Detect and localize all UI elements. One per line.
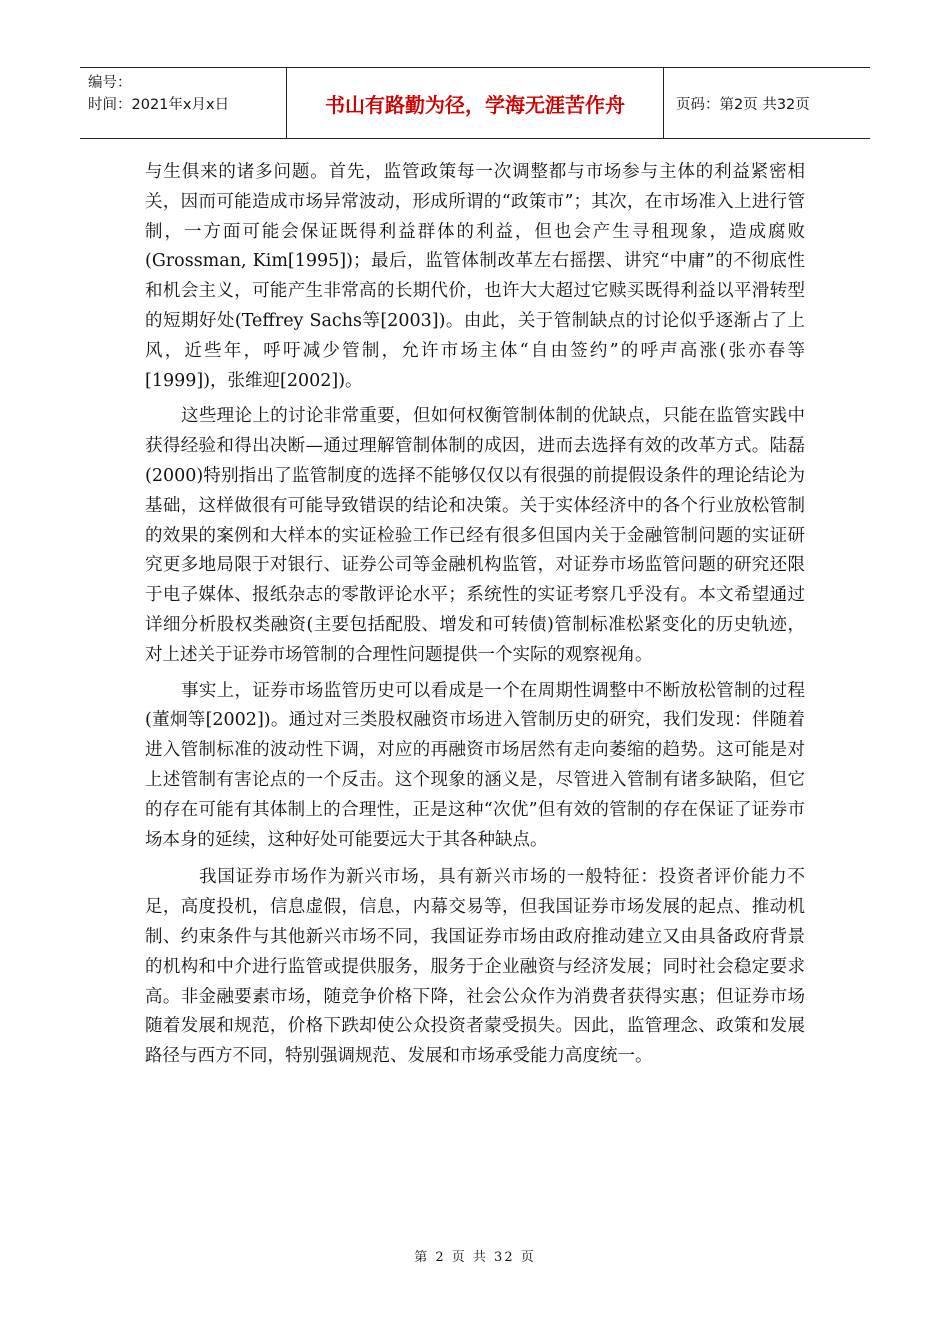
document-number-label: 编号： — [88, 75, 132, 91]
page-header — [80, 67, 870, 139]
paragraph-2: 这些理论上的讨论非常重要，但如何权衡管制体制的优缺点，只能在监管实践中获得经验和得出决断—通过理解管制体制的成因，进而去选择有效的改革方式。陆磊(2000)特别指出了监管制度的选择不能够仅仅以有很强的前提假设条件的理论结论为基础，这样做很有可能导致错误的结论和决策。关于实体经济中的各个行业放松管制的效果的案例和大样本的实证检验工作已经有很多但国内关于金融管制问题的实证研究更多地局限于对银行、证券公司等金融机构监管，对证券市场监管问题的研究还限于电子媒体、报纸杂志的零散评论水平；系统性的实证考察几乎没有。本文希望通过详细分析股权类融资(主要包括配股、增发和可转债)管制标准松紧变化的历史轨迹，对上述关于证券市场管制的合理性问题提供一个实际的观察视角。 — [145, 406, 805, 665]
header-meta — [80, 68, 286, 138]
paragraph-1: 与生俱来的诸多问题。首先，监管政策每一次调整都与市场参与主体的利益紧密相关，因而可能造成市场异常波动，形成所谓的“政策市”；其次，在市场准入上进行管制，一方面可能会保证既得利益群体的利益，但也会产生寻租现象，造成腐败(Grossman, Kim[1995])；最后，监管体制改革左右摇摆、讲究“中庸”的不彻底性和机会主义，可能产生非常高的长期代价，也许大大超过它赎买既得利益以平滑转型的短期好处(Teffrey Sachs等[2003])。由此，关于管制缺点的讨论似乎逐渐占了上风，近些年，呼吁减少管制，允许市场主体“自由签约”的呼声高涨(张亦春等[1999])，张维迎[2002])。 — [145, 162, 805, 391]
document-date-label: 时间：2021年x月x日 — [88, 97, 230, 113]
header-page-label: 页码：第2页 共32页 — [676, 96, 810, 113]
paragraph-4: 我国证券市场作为新兴市场，具有新兴市场的一般特征：投资者评价能力不足，高度投机，信息虚假，信息，内幕交易等，但我国证券市场发展的起点、推动机制、约束条件与其他新兴市场不同，我国证券市场由政府推动建立又由具备政府背景的机构和中介进行监管或提供服务，服务于企业融资与经济发展；同时社会稳定要求高。非金融要素市场，随竞争价格下降，社会公众作为消费者获得实惠；但证券市场随着发展和规范，价格下跌却使公众投资者蒙受损失。因此，监管理念、政策和发展路径与西方不同，特别强调规范、发展和市场承受能力高度统一。 — [145, 867, 805, 1067]
header-motto: 书山有路勤为径，学海无涯苦作舟 — [286, 68, 664, 138]
document-body — [145, 158, 805, 1078]
paragraph-3: 事实上，证券市场监管历史可以看成是一个在周期性调整中不断放松管制的过程(董炯等[2002])。通过对三类股权融资市场进入管制历史的研究，我们发现：伴随着进入管制标准的波动性下调，对应的再融资市场居然有走向萎缩的趋势。这可能是对上述管制有害论点的一个反击。这个现象的涵义是，尽管进入管制有诸多缺陷，但它的存在可能有其体制上的合理性，正是这种“次优”但有效的管制的存在保证了证券市场本身的延续，这种好处可能要远大于其各种缺点。 — [145, 680, 805, 850]
page-footer: 第 2 页 共 32 页 — [414, 1250, 536, 1265]
